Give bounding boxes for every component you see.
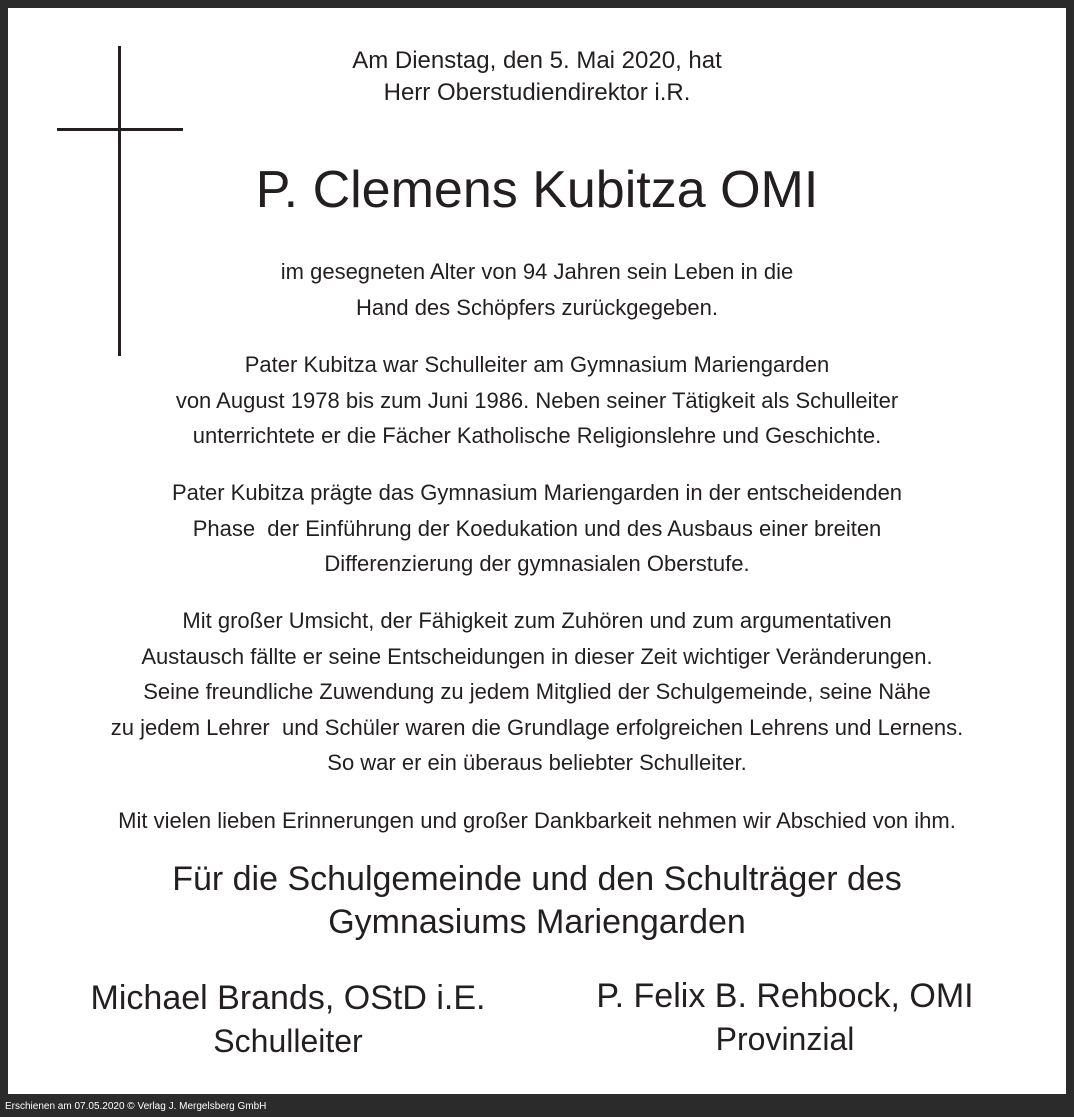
text-line: Seine freundliche Zuwendung zu jedem Mitglied der Schulgemeinde, seine Nähe bbox=[143, 679, 931, 704]
on-behalf-line: Gymnasiums Mariengarden bbox=[328, 903, 746, 941]
signatory-right bbox=[535, 974, 1035, 1060]
deceased-name: P. Clemens Kubitza OMI bbox=[255, 161, 819, 219]
text-line: Pater Kubitza prägte das Gymnasium Mariengarden in der entscheidenden bbox=[171, 480, 903, 505]
text-line: Differenzierung der gymnasialen Oberstufe. bbox=[324, 551, 750, 576]
text-line: im gesegneten Alter von 94 Jahren sein Leben in die bbox=[280, 259, 794, 284]
signatory-name: P. Felix B. Rehbock, OMI bbox=[596, 977, 974, 1015]
intro-text bbox=[8, 45, 1066, 109]
on-behalf-line: Für die Schulgemeinde und den Schulträger des bbox=[172, 860, 902, 898]
cross-icon-bar bbox=[57, 128, 183, 131]
paragraph-age bbox=[8, 254, 1066, 325]
text-line: zu jedem Lehrer und Schüler waren die Grundlage erfolgreichen Lehrens und Lernens. bbox=[110, 714, 964, 740]
intro-line: Herr Oberstudiendirektor i.R. bbox=[383, 79, 691, 106]
paragraph-farewell bbox=[8, 803, 1066, 839]
signatory-role: Schulleiter bbox=[213, 1023, 363, 1059]
text-line: Mit großer Umsicht, der Fähigkeit zum Zuhören und zum argumentativen bbox=[182, 608, 892, 633]
paragraph-legacy bbox=[8, 475, 1066, 582]
obituary-notice bbox=[8, 8, 1066, 1094]
signatory-name: Michael Brands, OStD i.E. bbox=[90, 979, 486, 1017]
intro-line: Am Dienstag, den 5. Mai 2020, hat bbox=[352, 47, 722, 74]
text-line: So war er ein überaus beliebter Schulleiter. bbox=[327, 750, 747, 775]
text-line: Phase der Einführung der Koedukation und des Ausbaus einer breiten bbox=[192, 515, 882, 541]
text-line: Hand des Schöpfers zurückgegeben. bbox=[355, 294, 718, 320]
paragraph-career bbox=[8, 347, 1066, 454]
text-line: Mit vielen lieben Erinnerungen und großer Dankbarkeit nehmen wir Abschied von ihm. bbox=[118, 808, 956, 833]
signatory-role: Provinzial bbox=[715, 1021, 855, 1057]
text-line: unterrichtete er die Fächer Katholische Religionslehre und Geschichte. bbox=[192, 423, 882, 448]
paragraph-character bbox=[8, 603, 1066, 781]
text-line: Austausch fällte er seine Entscheidungen in dieser Zeit wichtiger Veränderungen. bbox=[141, 643, 933, 669]
text-line: Pater Kubitza war Schulleiter am Gymnasium Mariengarden bbox=[244, 352, 830, 377]
on-behalf-heading bbox=[8, 858, 1066, 944]
signatory-left bbox=[38, 976, 538, 1062]
publication-footer: Erschienen am 07.05.2020 © Verlag J. Mergelsberg GmbH bbox=[5, 1101, 267, 1112]
text-line: von August 1978 bis zum Juni 1986. Neben seiner Tätigkeit als Schulleiter bbox=[175, 387, 899, 413]
